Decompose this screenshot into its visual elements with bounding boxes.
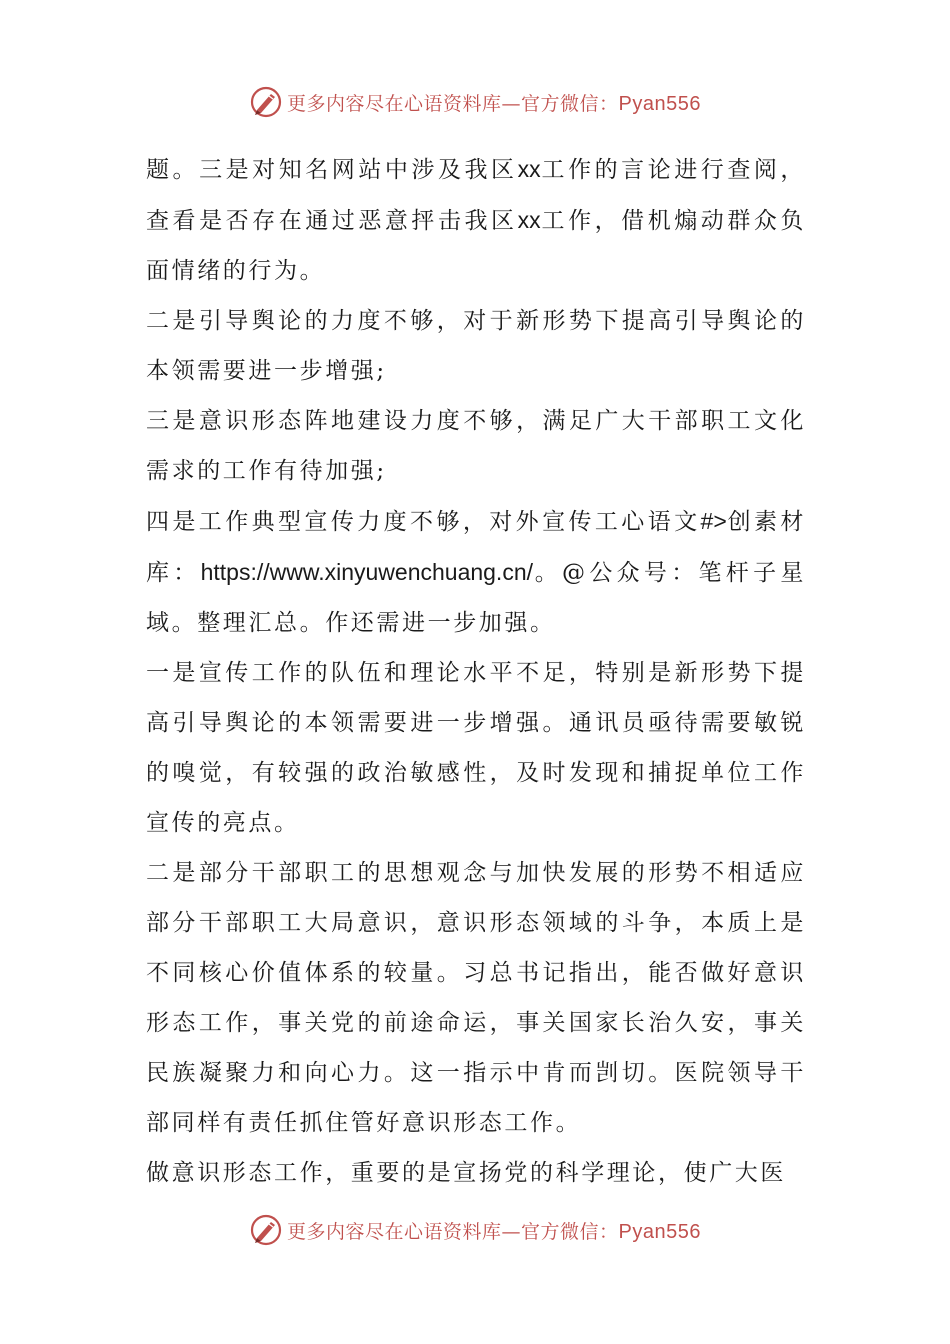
paragraph-5: 一是宣传工作的队伍和理论水平不足，特别是新形势下提高引导舆论的本领需要进一步增强。通讯员亟待需要敏锐的嗅觉，有较强的政治敏感性，及时发现和捕捉单位工作宣传的亮点。 (146, 660, 806, 836)
header-banner-text (287, 89, 701, 116)
header-banner (0, 80, 950, 124)
header-banner-main: 更多内容尽在心语资料库—官方微信： (287, 92, 619, 115)
footer-banner-text (287, 1217, 701, 1244)
footer-banner-main: 更多内容尽在心语资料库—官方微信： (287, 1220, 619, 1243)
paragraph-6: 二是部分干部职工的思想观念与加快发展的形势不相适应部分干部职工大局意识，意识形态领域的斗争，本质上是不同核心价值体系的较量。习总书记指出，能否做好意识形态工作，事关党的前途命运，事关国家长治久安，事关民族凝聚力和向心力。这一指示中肯而剀切。医院领导干部同样有责任抓住管好意识形态工作。 (146, 860, 806, 1136)
paragraph-3: 三是意识形态阵地建设力度不够，满足广大干部职工文化需求的工作有待加强; (146, 408, 806, 484)
pen-logo-icon (249, 1213, 283, 1247)
footer-banner (0, 1208, 950, 1252)
header-banner-id: Pyan556 (618, 92, 701, 115)
paragraph-2: 二是引导舆论的力度不够，对于新形势下提高引导舆论的本领需要进一步增强; (146, 308, 806, 384)
footer-banner-id: Pyan556 (618, 1220, 701, 1243)
document-body (146, 144, 806, 1198)
paragraph-4: 四是工作典型宣传力度不够，对外宣传工心语文#>创素材库：https://www.xinyuwenchuang.cn/。@公众号：笔杆子星域。整理汇总。作还需进一步加强。 (146, 508, 807, 636)
paragraph-7: 做意识形态工作，重要的是宣扬党的科学理论，使广大医 (146, 1160, 786, 1186)
paragraph-1: 题。三是对知名网站中涉及我区xx工作的言论进行查阅，查看是否存在通过恶意抨击我区xx工作，借机煽动群众负面情绪的行为。 (146, 156, 807, 284)
pen-logo-icon (249, 85, 283, 119)
